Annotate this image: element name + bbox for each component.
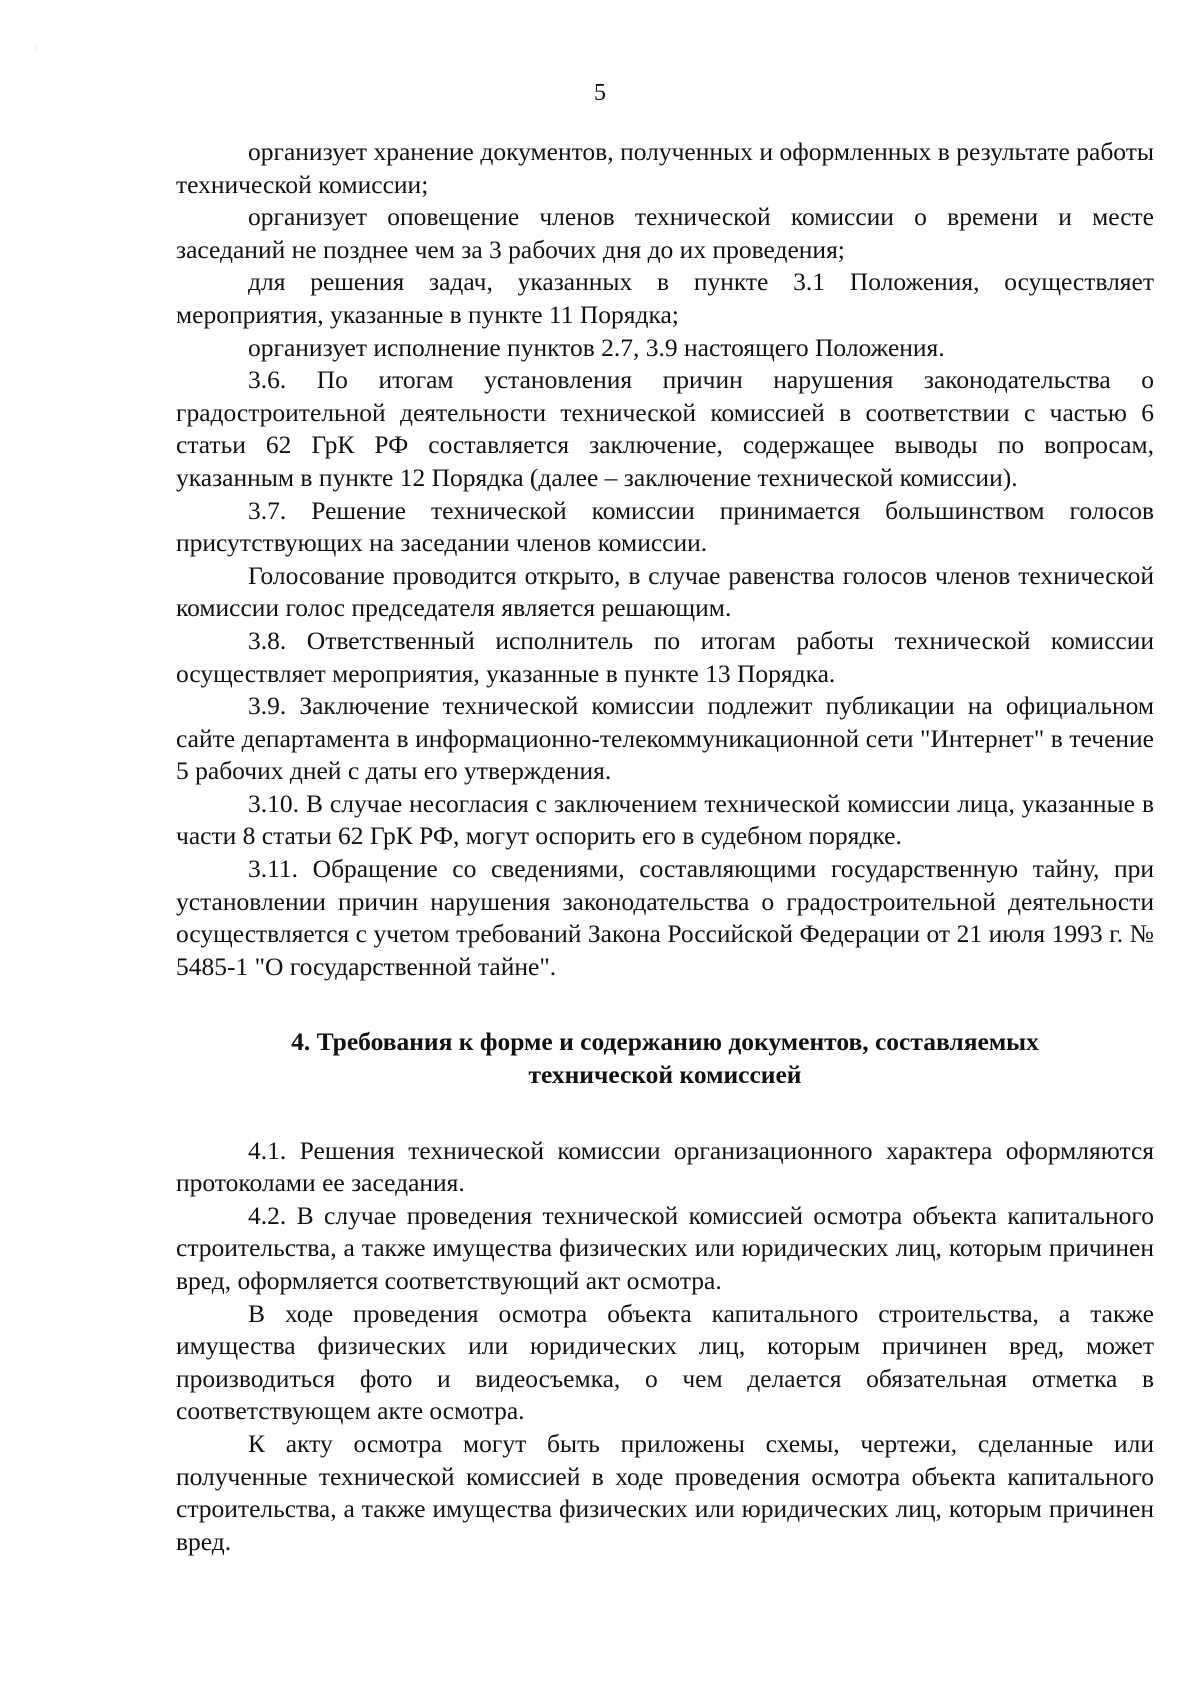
document-body	[176, 136, 1154, 1558]
paragraph-3-8: 3.8. Ответственный исполнитель по итогам работы технической комиссии осуществляет мероприятия, указанные в пункте 13 Порядка.	[176, 625, 1154, 688]
paragraph-voting: Голосование проводится открыто, в случае равенства голосов членов технической комиссии голос председателя является решающим.	[176, 560, 1154, 623]
paragraph-3-9: 3.9. Заключение технической комиссии подлежит публикации на официальном сайте департамента в информационно-телекоммуникационной сети "Интернет" в течение 5 рабочих дней с даты его утверждения.	[176, 691, 1154, 786]
paragraph-notification-of-members: организует оповещение членов технической комиссии о времени и месте заседаний не позднее чем за 3 рабочих дня до их проведения;	[176, 202, 1154, 264]
paragraph-3-6: 3.6. По итогам установления причин нарушения законодательства о градостроительной деятельности технической комиссией в соответствии с частью 6 статьи 62 ГрК РФ составляется заключение, содержащее выводы по вопросам, указанным в пункте 12 Порядка (далее – заключение технической комиссии).	[176, 365, 1154, 492]
scan-speck-marks: · ·	[34, 44, 162, 53]
paragraph-3-11: 3.11. Обращение со сведениями, составляющими государственную тайну, при установлении причин нарушения законодательства о градостроительной деятельности осуществляется с учетом требований Закона Российской Федерации от 21 июля 1993 г. № 5485-1 "О государственной тайне".	[176, 854, 1154, 981]
paragraph-attachments: К акту осмотра могут быть приложены схемы, чертежи, сделанные или полученные технической комиссией в ходе проведения осмотра объекта капитального строительства, а также имущества физических или юридических лиц, которым причинен вред.	[176, 1428, 1154, 1556]
paragraph-4-2: 4.2. В случае проведения технической комиссией осмотра объекта капитального строительства, а также имущества физических или юридических лиц, которым причинен вред, оформляется соответствующий акт осмотра.	[176, 1200, 1154, 1295]
paragraph-storage-of-documents: организует хранение документов, полученных и оформленных в результате работы технической комиссии;	[176, 137, 1154, 199]
paragraph-3-10: 3.10. В случае несогласия с заключением технической комиссии лица, указанные в части 8 статьи 62 ГрК РФ, могут оспорить его в судебном порядке.	[176, 788, 1154, 851]
page-number: 5	[594, 80, 606, 106]
section-4-heading-line-1: 4. Требования к форме и содержанию документов, составляемых	[291, 1027, 1039, 1057]
paragraph-execution-points: организует исполнение пунктов 2.7, 3.9 настоящего Положения.	[248, 332, 945, 362]
paragraph-tasks-point-3-1: для решения задач, указанных в пункте 3.1 Положения, осуществляет мероприятия, указанные в пункте 11 Порядка;	[176, 267, 1154, 329]
paragraph-4-1: 4.1. Решения технической комиссии организационного характера оформляются протоколами ее заседания.	[176, 1135, 1154, 1198]
paragraph-photo-video: В ходе проведения осмотра объекта капитального строительства, а также имущества физических или юридических лиц, которым причинен вред, может производиться фото и видеосъемка, о чем делается обязательная отметка в соответствующем акте осмотра.	[176, 1298, 1154, 1426]
section-4-heading-line-2: технической комиссией	[528, 1060, 802, 1090]
section-4-heading	[176, 1026, 1154, 1091]
paragraph-3-7: 3.7. Решение технической комиссии принимается большинством голосов присутствующих на заседании членов комиссии.	[176, 495, 1154, 558]
section-4-body	[176, 1135, 1154, 1559]
